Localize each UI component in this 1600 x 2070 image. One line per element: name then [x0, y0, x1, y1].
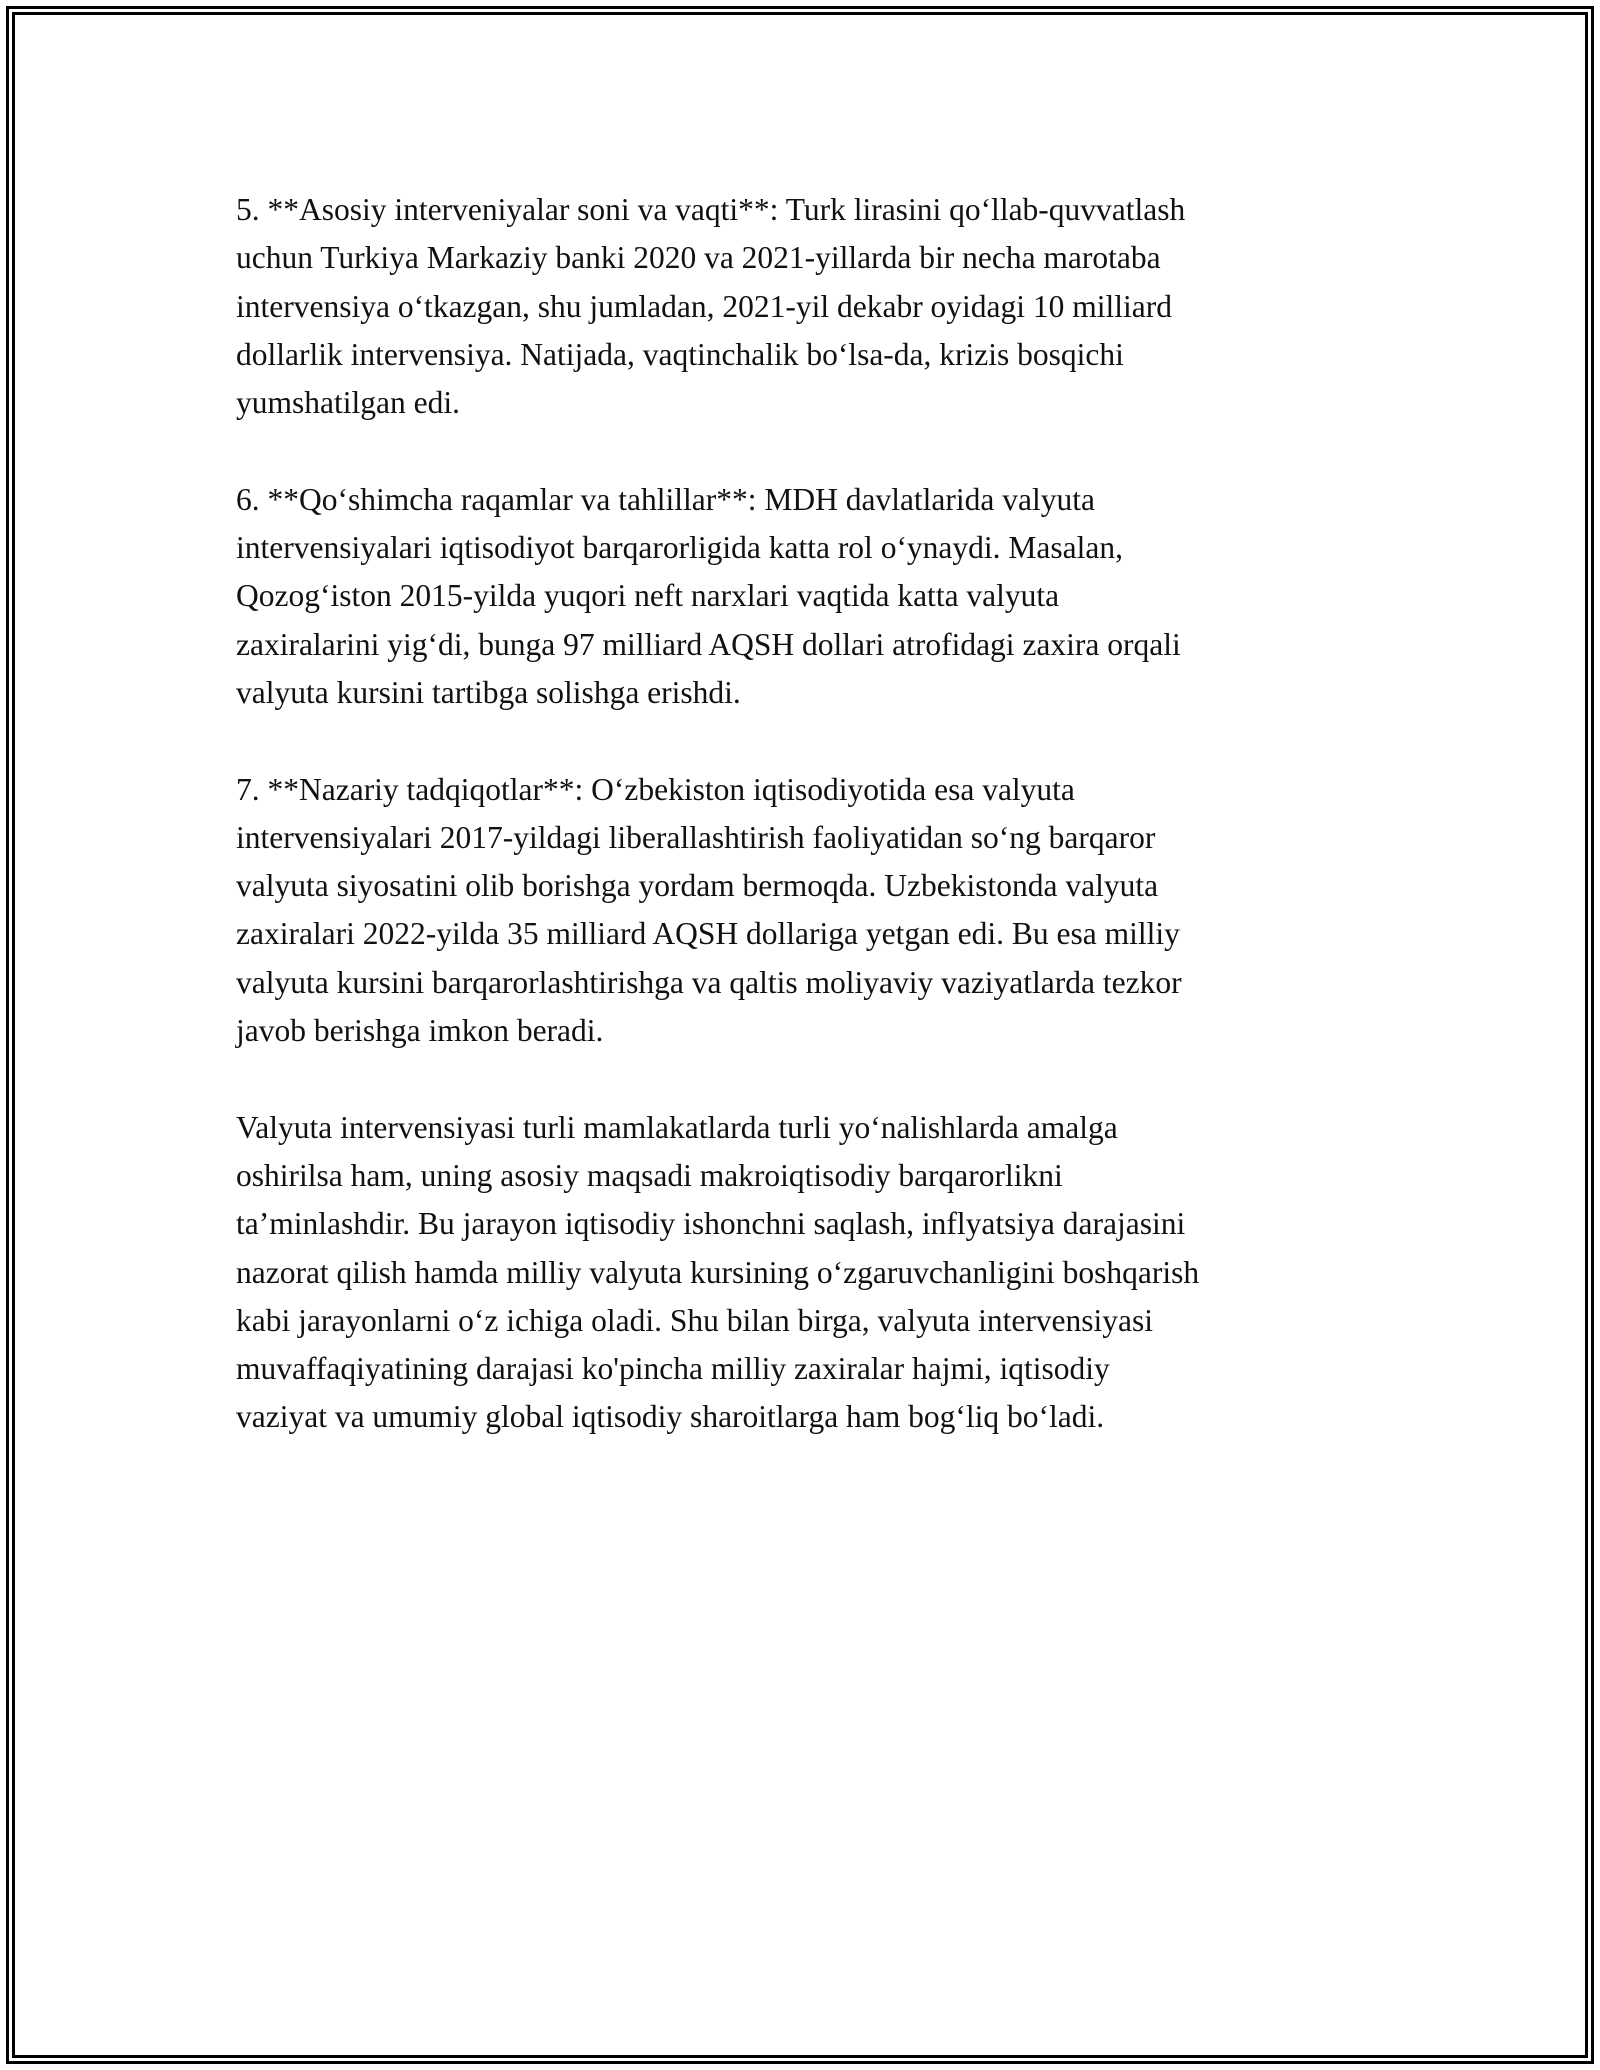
text-line: yumshatilgan edi.	[236, 385, 460, 421]
text-line: dollarlik intervensiya. Natijada, vaqtinchalik bo‘lsa-da, krizis bosqichi	[236, 336, 1124, 372]
text-line: intervensiya o‘tkazgan, shu jumladan, 2021-yil dekabr oyidagi 10 milliard	[236, 288, 1173, 324]
text-line: ta’minlashdir. Bu jarayon iqtisodiy ishonchni saqlash, inflyatsiya darajasini	[236, 1206, 1186, 1242]
text-line: muvaffaqiyatining darajasi ko'pincha milliy zaxiralar hajmi, iqtisodiy	[236, 1351, 1110, 1387]
text-line: 7. **Nazariy tadqiqotlar**: O‘zbekiston iqtisodiyotida esa valyuta	[236, 771, 1075, 807]
text-line: 6. **Qo‘shimcha raqamlar va tahlillar**: MDH davlatlarida valyuta	[236, 481, 1095, 517]
text-line: Valyuta intervensiyasi turli mamlakatlarda turli yo‘nalishlarda amalga	[236, 1109, 1118, 1145]
text-line: zaxiralarini yig‘di, bunga 97 milliard AQSH dollari atrofidagi zaxira orqali	[236, 626, 1181, 662]
text-line: vaziyat va umumiy global iqtisodiy sharoitlarga ham bog‘liq bo‘ladi.	[236, 1399, 1105, 1435]
paragraph-item-7	[236, 766, 1366, 1056]
text-line: 5. **Asosiy interveniyalar soni va vaqti**: Turk lirasini qo‘llab-quvvatlash	[236, 192, 1186, 227]
text-line: javob berishga imkon beradi.	[236, 1013, 604, 1049]
text-line: uchun Turkiya Markaziy banki 2020 va 2021-yillarda bir necha marotaba	[236, 240, 1161, 276]
text-line: Qozog‘iston 2015-yilda yuqori neft narxlari vaqtida katta valyuta	[236, 578, 1060, 614]
text-line: valyuta kursini tartibga solishga erishdi.	[236, 674, 741, 710]
paragraph-conclusion	[236, 1104, 1366, 1442]
paragraph-item-5	[236, 186, 1366, 427]
paragraph-item-6	[236, 476, 1366, 717]
text-line: intervensiyalari 2017-yildagi liberallashtirish faoliyatidan so‘ng barqaror	[236, 819, 1156, 855]
document-body	[236, 186, 1366, 1490]
text-line: valyuta siyosatini olib borishga yordam bermoqda. Uzbekistonda valyuta	[236, 868, 1159, 904]
text-line: valyuta kursini barqarorlashtirishga va qaltis moliyaviy vaziyatlarda tezkor	[236, 964, 1182, 1000]
text-line: oshirilsa ham, uning asosiy maqsadi makroiqtisodiy barqarorlikni	[236, 1157, 1063, 1193]
text-line: intervensiyalari iqtisodiyot barqarorligida katta rol o‘ynaydi. Masalan,	[236, 530, 1123, 566]
text-line: zaxiralari 2022-yilda 35 milliard AQSH dollariga yetgan edi. Bu esa milliy	[236, 916, 1180, 952]
text-line: kabi jarayonlarni o‘z ichiga oladi. Shu bilan birga, valyuta intervensiyasi	[236, 1302, 1154, 1338]
text-line: nazorat qilish hamda milliy valyuta kursining o‘zgaruvchanligini boshqarish	[236, 1254, 1200, 1290]
